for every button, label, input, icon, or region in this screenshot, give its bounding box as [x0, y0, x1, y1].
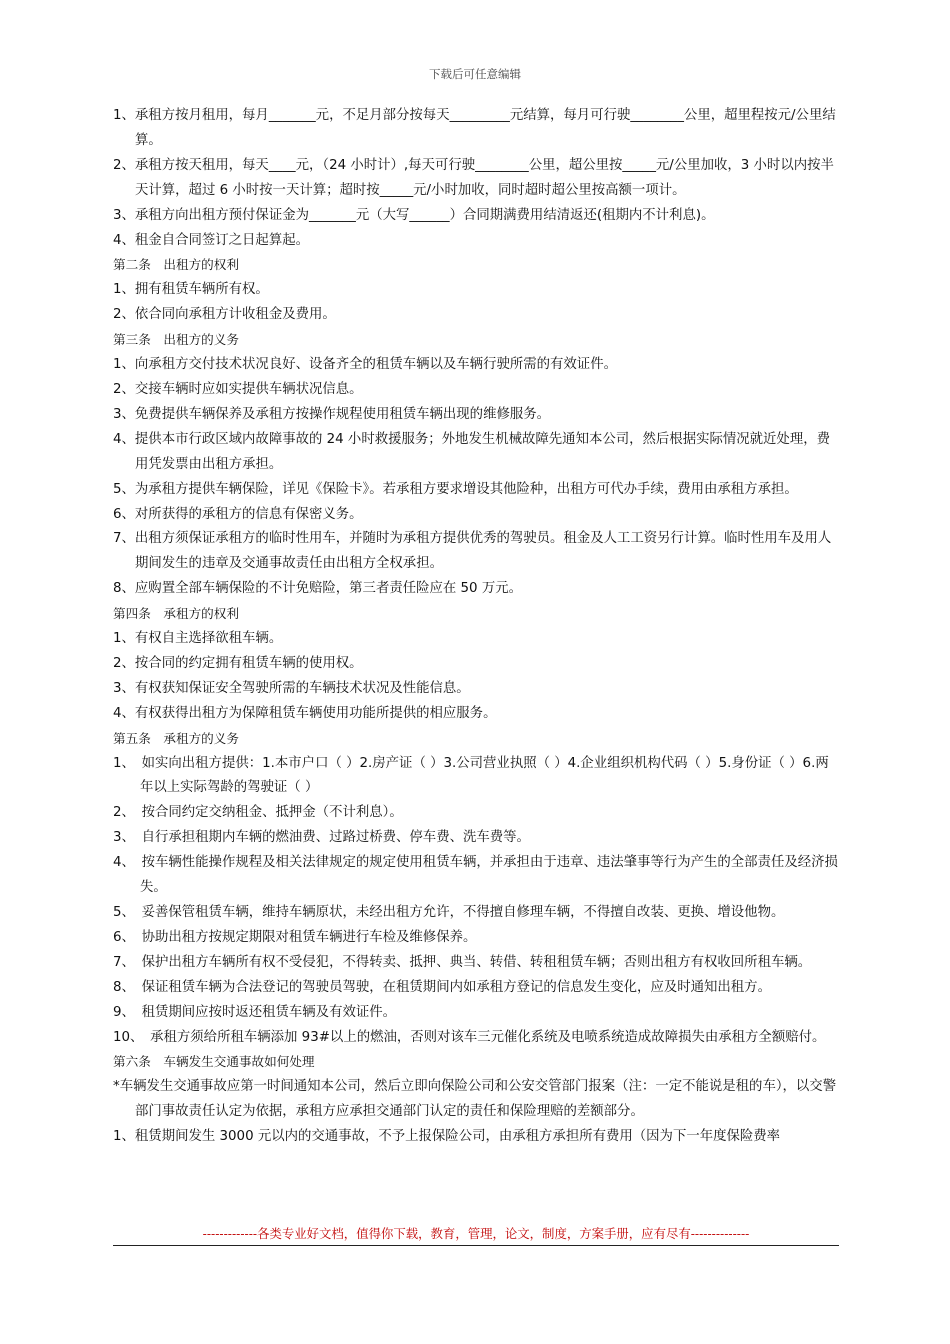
clause-paragraph: 2、交接车辆时应如实提供车辆状况信息。 [113, 381, 363, 397]
clause-paragraph: 2、 按合同约定交纳租金、抵押金（不计利息）。 [113, 805, 403, 821]
clause-paragraph: 1、有权自主选择欲租车辆。 [113, 631, 283, 647]
clause-paragraph: 4、租金自合同签订之日起算起。 [113, 232, 309, 248]
section-heading: 第六条 车辆发生交通事故如何处理 [113, 1054, 315, 1070]
section-heading: 第五条 承租方的义务 [113, 730, 239, 746]
clause-paragraph: 2、承租方按天租用，每天____元，（24 小时计）,每天可行驶________公里，超公里按_____元/公里加收，3 小时以内按半天计算，超过 6 小时按一天计算；超时按_____元/小时加收，同时超时超公里按高额一项计。 [113, 157, 834, 198]
clause-paragraph: 8、应购置全部车辆保险的不计免赔险，第三者责任险应在 50 万元。 [113, 581, 523, 597]
page-header: 下载后可任意编辑 [429, 67, 521, 81]
clause-paragraph: 1、拥有租赁车辆所有权。 [113, 282, 269, 298]
clause-paragraph: 1、 如实向出租方提供：1.本市户口（ ）2.房产证（ ）3.公司营业执照（ ）4.企业组织机构代码（ ）5.身份证（ ）6.两年以上实际驾龄的驾驶证（ ） [113, 755, 829, 796]
clause-paragraph: 5、 妥善保管租赁车辆，维持车辆原状，未经出租方允许，不得擅自修理车辆，不得擅自改装、更换、增设他物。 [113, 905, 785, 920]
clause-paragraph: 1、租赁期间发生 3000 元以内的交通事故，不予上报保险公司，由承租方承担所有费用（因为下一年度保险费率 [113, 1129, 781, 1145]
clause-paragraph: 4、有权获得出租方为保障租赁车辆使用功能所提供的相应服务。 [113, 705, 497, 721]
clause-paragraph: 1、向承租方交付技术状况良好、设备齐全的租赁车辆以及车辆行驶所需的有效证件。 [113, 357, 617, 373]
section-heading: 第四条 承租方的权利 [113, 606, 239, 622]
clause-paragraph: 6、对所获得的承租方的信息有保密义务。 [113, 506, 363, 522]
footer-rule [113, 1245, 839, 1246]
clause-paragraph: 8、 保证租赁车辆为合法登记的驾驶员驾驶，在租赁期间内如承租方登记的信息发生变化，应及时通知出租方。 [113, 979, 771, 995]
clause-paragraph: 6、 协助出租方按规定期限对租赁车辆进行车检及维修保养。 [113, 929, 477, 945]
clause-paragraph: 10、 承租方须给所租车辆添加 93#以上的燃油，否则对该车三元催化系统及电喷系统造成故障损失由承租方全额赔付。 [113, 1029, 826, 1045]
clause-paragraph: 7、出租方须保证承租方的临时性用车，并随时为承租方提供优秀的驾驶员。租金及人工工资另行计算。临时性用车及用人期间发生的违章及交通事故责任由出租方全权承担。 [113, 531, 832, 572]
clause-paragraph: 2、按合同的约定拥有租赁车辆的使用权。 [113, 655, 363, 671]
clause-paragraph: 1、承租方按月租用，每月_______元，不足月部分按每天_________元结算，每月可行驶________公里，超里程按元/公里结算。 [113, 108, 836, 148]
document-body [113, 104, 839, 1150]
clause-paragraph: 3、免费提供车辆保养及承租方按操作规程使用租赁车辆出现的维修服务。 [113, 406, 551, 422]
clause-paragraph: 3、承租方向出租方预付保证金为_______元（大写______）合同期满费用结清返还(租期内不计利息)。 [113, 207, 715, 223]
clause-paragraph: 2、依合同向承租方计收租金及费用。 [113, 307, 336, 323]
clause-paragraph: 5、为承租方提供车辆保险，详见《保险卡》。若承租方要求增设其他险种，出租方可代办手续，费用由承租方承担。 [113, 481, 798, 497]
clause-paragraph: *车辆发生交通事故应第一时间通知本公司，然后立即向保险公司和公安交管部门报案（注：一定不能说是租的车），以交警部门事故责任认定为依据，承租方应承担交通部门认定的责任和保险理赔的差额部分。 [113, 1079, 837, 1120]
clause-paragraph: 4、提供本市行政区域内故障事故的 24 小时救援服务；外地发生机械故障先通知本公司，然后根据实际情况就近处理，费用凭发票由出租方承担。 [113, 431, 830, 472]
page-footer-banner: -------------各类专业好文档，值得你下载，教育，管理，论文，制度，方案手册，应有尽有-------------- [202, 1226, 750, 1241]
clause-paragraph: 4、 按车辆性能操作规程及相关法律规定的规定使用租赁车辆，并承担由于违章、违法肇事等行为产生的全部责任及经济损失。 [113, 855, 838, 896]
clause-paragraph: 7、 保护出租方车辆所有权不受侵犯，不得转卖、抵押、典当、转借、转租租赁车辆；否则出租方有权收回所租车辆。 [113, 954, 812, 970]
clause-paragraph: 3、 自行承担租期内车辆的燃油费、过路过桥费、停车费、洗车费等。 [113, 830, 530, 846]
section-heading: 第三条 出租方的义务 [113, 332, 239, 348]
section-heading: 第二条 出租方的权利 [113, 257, 239, 273]
clause-paragraph: 9、 租赁期间应按时返还租赁车辆及有效证件。 [113, 1004, 397, 1020]
clause-paragraph: 3、有权获知保证安全驾驶所需的车辆技术状况及性能信息。 [113, 680, 470, 696]
